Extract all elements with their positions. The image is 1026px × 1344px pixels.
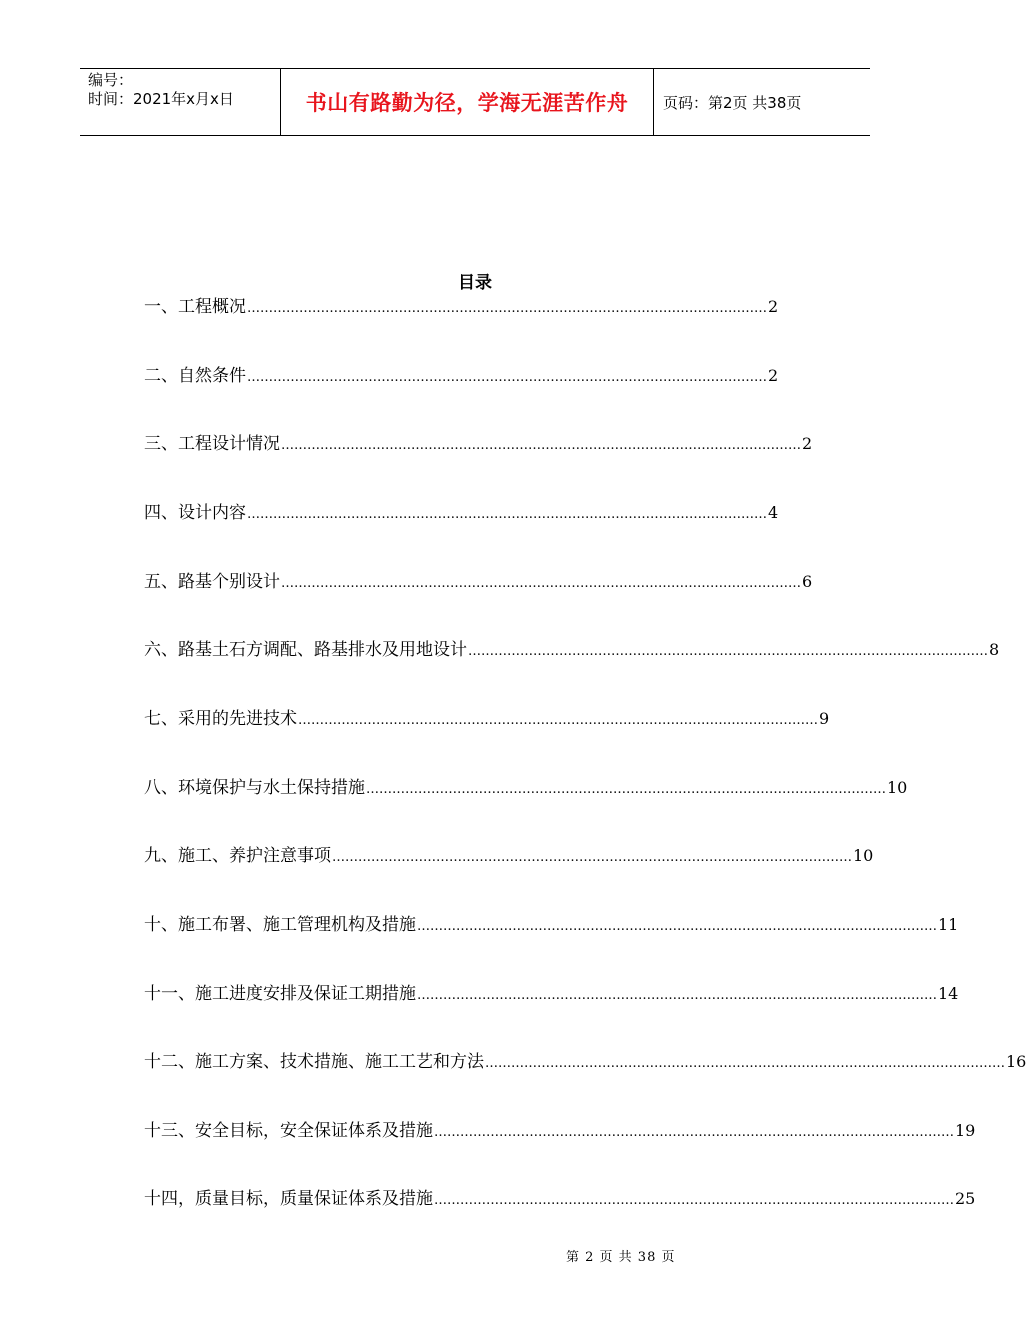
document-header: [80, 68, 870, 136]
toc-item-page: 10: [853, 846, 874, 865]
toc-item-label: 七、采用的先进技术: [144, 709, 297, 729]
toc-item-page: 2: [768, 297, 779, 316]
toc-item-page: 25: [955, 1189, 976, 1208]
toc-leader-dots: …………………………………………………………………………………………………………: [434, 1193, 954, 1208]
toc-item[interactable]: [144, 1047, 1026, 1072]
toc-item-page: 2: [768, 366, 779, 385]
toc-leader-dots: …………………………………………………………………………………………………………: [366, 782, 886, 797]
toc-item-page: 2: [802, 434, 813, 453]
toc-item[interactable]: [144, 910, 959, 935]
toc-item-label: 十一、施工进度安排及保证工期措施: [144, 984, 416, 1004]
header-meta-cell: [80, 69, 281, 135]
toc-item-label: 十二、施工方案、技术措施、施工工艺和方法: [144, 1052, 484, 1072]
toc-item-page: 16: [1006, 1052, 1026, 1071]
toc-item-label: 十、施工布署、施工管理机构及措施: [144, 915, 416, 935]
toc-item-label: 九、施工、养护注意事项: [144, 846, 331, 866]
page-footer: 第 2 页 共 38 页: [566, 1250, 676, 1265]
document-number-label: 编号：: [88, 71, 134, 89]
toc-leader-dots: …………………………………………………………………………………………………………: [247, 507, 767, 522]
toc-item-page: 14: [938, 984, 959, 1003]
toc-item-label: 三、工程设计情况: [144, 434, 280, 454]
toc-item-label: 十三、安全目标，安全保证体系及措施: [144, 1121, 433, 1141]
toc-item-page: 11: [938, 915, 959, 934]
toc-leader-dots: …………………………………………………………………………………………………………: [485, 1056, 1005, 1071]
toc-item-page: 10: [887, 778, 908, 797]
toc-item-label: 二、自然条件: [144, 366, 246, 386]
toc-leader-dots: …………………………………………………………………………………………………………: [417, 919, 937, 934]
toc-item[interactable]: [144, 361, 779, 386]
toc-item[interactable]: [144, 567, 813, 592]
toc-item-label: 六、路基土石方调配、路基排水及用地设计: [144, 640, 467, 660]
toc-item-page: 19: [955, 1121, 976, 1140]
toc-item[interactable]: [144, 1184, 976, 1209]
toc-item[interactable]: [144, 635, 1000, 660]
toc-leader-dots: …………………………………………………………………………………………………………: [332, 850, 852, 865]
toc-item[interactable]: [144, 498, 779, 523]
toc-leader-dots: …………………………………………………………………………………………………………: [468, 644, 988, 659]
toc-item-page: 9: [819, 709, 830, 728]
toc-item[interactable]: [144, 773, 908, 798]
toc-item-label: 五、路基个别设计: [144, 572, 280, 592]
toc-item-page: 4: [768, 503, 779, 522]
toc-item-label: 四、设计内容: [144, 503, 246, 523]
toc-item[interactable]: [144, 704, 830, 729]
toc-item-label: 八、环境保护与水土保持措施: [144, 778, 365, 798]
toc-leader-dots: …………………………………………………………………………………………………………: [298, 713, 818, 728]
toc-item[interactable]: [144, 429, 813, 454]
toc-item[interactable]: [144, 841, 874, 866]
header-page-info: 页码：第2页 共38页: [663, 93, 802, 112]
toc-item-label: 十四，质量目标，质量保证体系及措施: [144, 1189, 433, 1209]
toc-leader-dots: …………………………………………………………………………………………………………: [247, 370, 767, 385]
toc-title: 目录: [458, 273, 492, 293]
toc-leader-dots: …………………………………………………………………………………………………………: [281, 438, 801, 453]
toc-item-label: 一、工程概况: [144, 297, 246, 317]
toc-leader-dots: …………………………………………………………………………………………………………: [434, 1125, 954, 1140]
toc-item-page: 6: [802, 572, 813, 591]
toc-item[interactable]: [144, 1116, 976, 1141]
header-motto: 书山有路勤为径，学海无涯苦作舟: [281, 69, 654, 135]
document-time-label: 时间：2021年x月x日: [88, 90, 234, 108]
toc-item[interactable]: [144, 979, 959, 1004]
toc-leader-dots: …………………………………………………………………………………………………………: [281, 576, 801, 591]
toc-item-page: 8: [989, 640, 1000, 659]
toc-leader-dots: …………………………………………………………………………………………………………: [247, 301, 767, 316]
toc-item[interactable]: [144, 292, 779, 317]
toc-leader-dots: …………………………………………………………………………………………………………: [417, 988, 937, 1003]
